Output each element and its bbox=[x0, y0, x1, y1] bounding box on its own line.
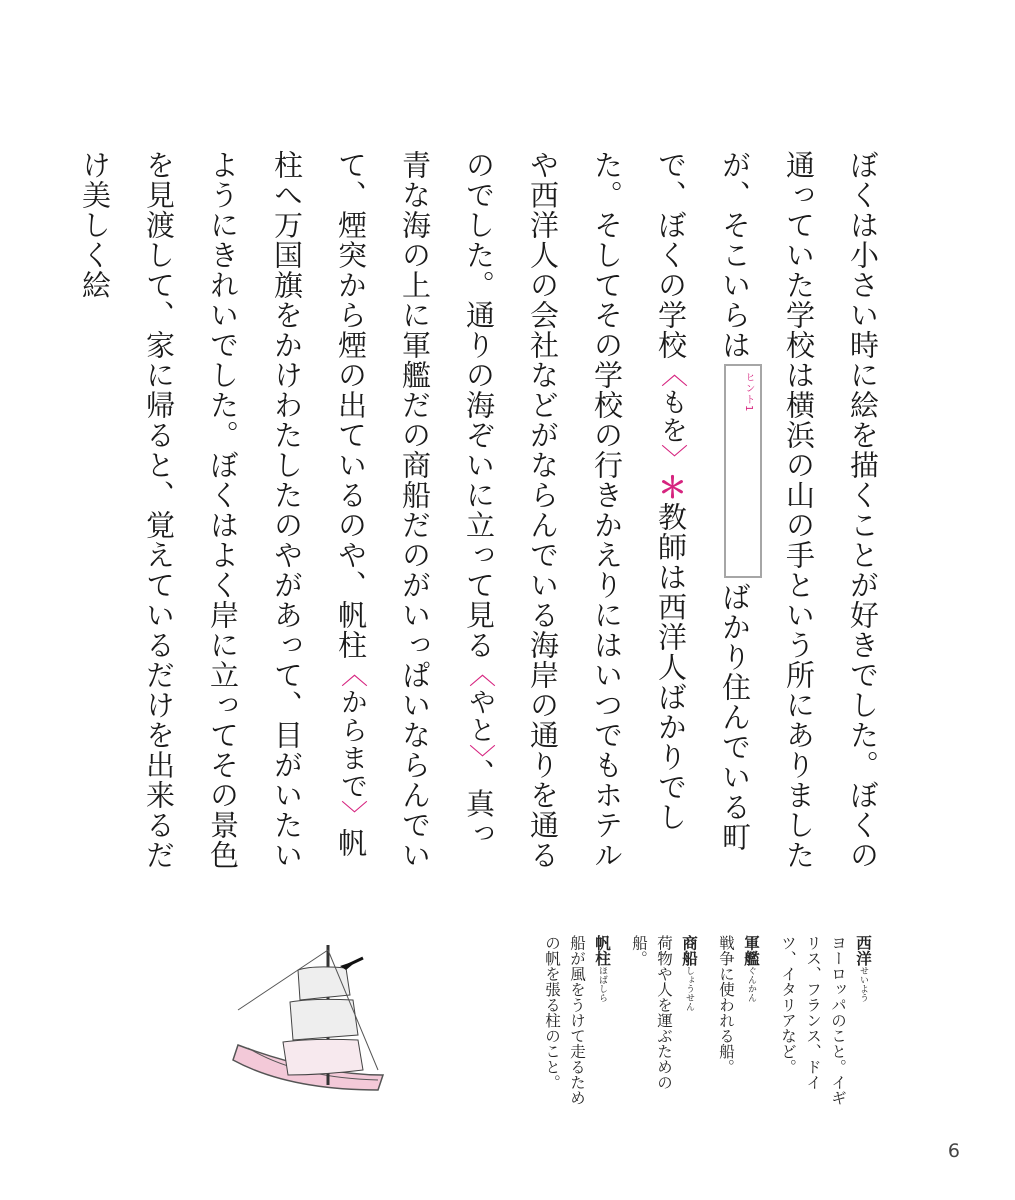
passage-text-1: ぼくは小さい時に絵を描くことが好きでした。ぼくの通っていた学校は横浜の山の手という所にありましたが、そこいらは bbox=[718, 150, 880, 870]
page-number: 6 bbox=[947, 1140, 960, 1162]
glossary-entry bbox=[626, 935, 701, 1115]
passage-text-5: 帆柱へ万国旗をかけわたしたのやがあって、目がいたいようにきれいでした。ぼくはよく岸に立ってその景色を見渡して、家に帰ると、覚えているだけを出来るだけ美しく絵 bbox=[78, 150, 368, 870]
glossary-reading: しょうせん bbox=[684, 966, 694, 1011]
glossary-entry bbox=[713, 935, 763, 1115]
asterisk-mark: ＊ bbox=[654, 472, 688, 502]
choice-group-2[interactable]: 〈やと〉 bbox=[464, 660, 495, 759]
glossary-term: 西洋 bbox=[854, 935, 872, 966]
glossary-reading: せいよう bbox=[858, 966, 868, 1002]
choice-group-1[interactable]: 〈もを〉 bbox=[656, 360, 687, 472]
glossary-reading: ほばしら bbox=[597, 966, 607, 1002]
glossary-term: 商船 bbox=[680, 935, 698, 966]
choice-group-3[interactable]: 〈からまで〉 bbox=[336, 660, 367, 828]
glossary-entry bbox=[775, 935, 875, 1115]
glossary-def: ヨーロッパのこと。イギリス、フランス、ドイツ、イタリアなど。 bbox=[779, 935, 847, 1106]
hint-label: ヒント1 bbox=[743, 372, 754, 413]
glossary-entry bbox=[539, 935, 614, 1115]
glossary-term: 軍艦 bbox=[742, 935, 760, 966]
passage-paragraph bbox=[63, 150, 895, 870]
glossary-def: 船が風をうけて走るための帆を張る柱のこと。 bbox=[543, 935, 586, 1106]
glossary bbox=[475, 935, 875, 1115]
sailing-ship-illustration bbox=[228, 940, 388, 1100]
answer-blank-box[interactable] bbox=[724, 364, 762, 578]
main-passage bbox=[78, 150, 895, 870]
glossary-term: 帆柱 bbox=[593, 935, 611, 966]
passage-text-3: 教師は西洋人ばかりでした。そしてその学校の行きかえりにはいつでもホテルや西洋人の会社などがならんでいる海岸の通りを通るのでした。通りの海ぞいに立って見る bbox=[462, 150, 688, 870]
glossary-def: 戦争に使われる船。 bbox=[717, 935, 735, 1075]
glossary-reading: ぐんかん bbox=[746, 966, 756, 1002]
glossary-def: 荷物や人を運ぶための船。 bbox=[630, 935, 673, 1090]
passage-text-4: 、真っ青な海の上に軍艦だの商船だのがいっぱいならんでいて、煙突から煙の出ているのや、帆柱 bbox=[334, 150, 496, 870]
passage-text-2: ばかり住んでいる町で、ぼくの学校 bbox=[654, 150, 752, 852]
